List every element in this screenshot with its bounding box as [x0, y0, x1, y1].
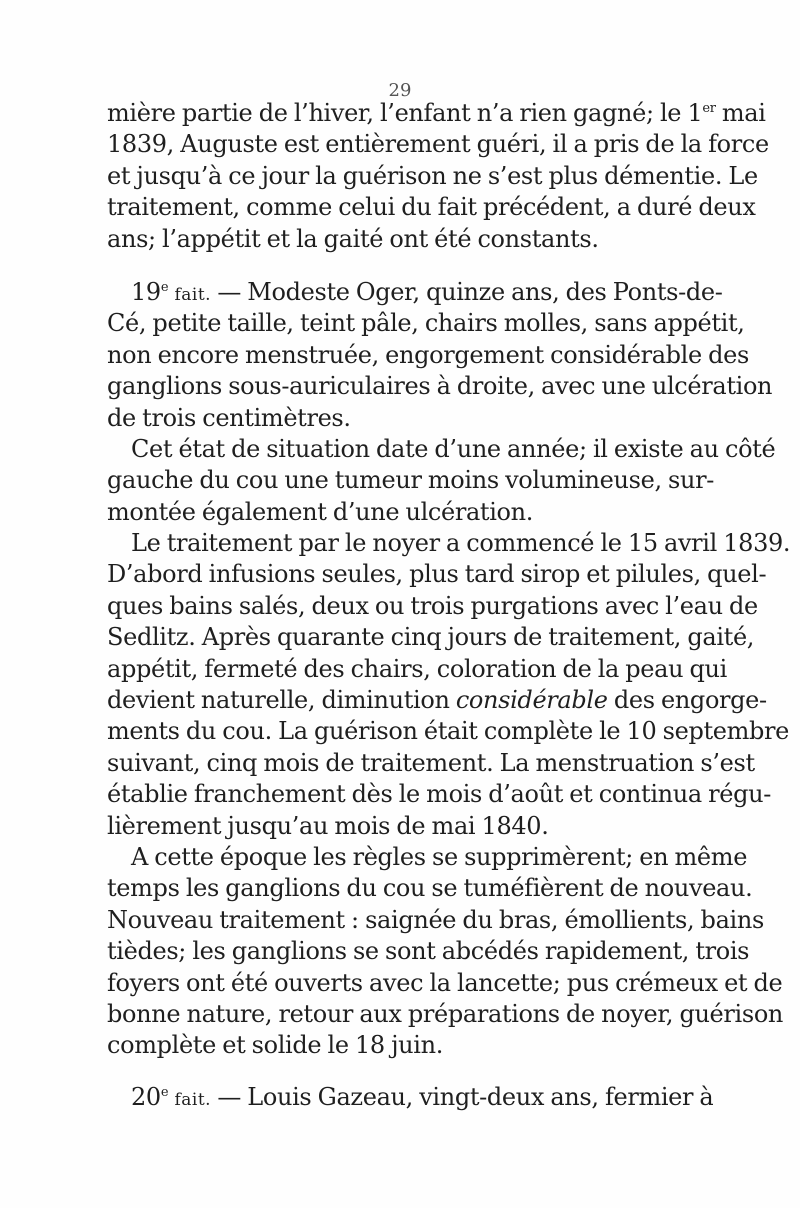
text-line: mière partie de l’hiver, l’enfant n’a rien gagné; le 1er mai — [107, 99, 766, 127]
text-line — [107, 1082, 714, 1113]
paragraph — [107, 434, 776, 528]
text-line: suivant, cinq mois de traitement. La menstruation s’est — [107, 748, 755, 777]
paragraph-continuation — [107, 98, 769, 255]
text-line: gauche du cou une tumeur moins volumineuse, sur- — [107, 466, 714, 495]
case-label: fait. — [174, 284, 212, 305]
text-line: et jusqu’à ce jour la guérison ne s’est plus démentie. Le — [107, 161, 758, 190]
text-line: bonne nature, retour aux préparations de noyer, guérison — [107, 999, 784, 1028]
case-number: 19 — [131, 277, 161, 306]
case-label: fait. — [174, 1089, 212, 1110]
text-line: non encore menstruée, engorgement considérable des — [107, 340, 749, 369]
text-line: foyers ont été ouverts avec la lancette; pus crémeux et de — [107, 968, 783, 997]
text-line: Cet état de situation date d’une année; il existe au côté — [131, 434, 776, 463]
line-text: des engorge- — [607, 686, 767, 715]
text-line: ques bains salés, deux ou trois purgations avec l’eau de — [107, 591, 758, 620]
text-line: établie franchement dès le mois d’août et continua régu- — [107, 780, 771, 809]
text-line: Nouveau traitement : saignée du bras, émollients, bains — [107, 905, 764, 934]
case-20-paragraph — [107, 1082, 714, 1113]
line-text: devient naturelle, diminution — [107, 686, 456, 715]
text-line: de trois centimètres. — [107, 403, 351, 432]
text-line: 1839, Auguste est entièrement guéri, il a pris de la force — [107, 130, 769, 159]
page-text — [107, 98, 791, 1113]
text-line: complète et solide le 18 juin. — [107, 1031, 443, 1060]
text-line — [107, 685, 767, 716]
text-line: lièrement jusqu’au mois de mai 1840. — [107, 811, 549, 840]
text-line: ganglions sous-auriculaires à droite, avec une ulcération — [107, 372, 773, 401]
line-text: — Louis Gazeau, vingt-deux ans, fermier à — [211, 1082, 714, 1111]
emphasis-text: considérable — [455, 686, 608, 715]
text-line: Le traitement par le noyer a commencé le 15 avril 1839. — [131, 529, 791, 558]
text-line: montée également d’une ulcération. — [107, 497, 534, 526]
case-19-paragraph — [107, 277, 773, 434]
case-number-suffix: e — [160, 279, 169, 295]
text-line: temps les ganglions du cou se tuméfièrent de nouveau. — [107, 874, 753, 903]
case-number-suffix: e — [160, 1084, 169, 1100]
text-line: Cé, petite taille, teint pâle, chairs molles, sans appétit, — [107, 309, 745, 338]
case-number: 20 — [131, 1082, 161, 1111]
text-line: ments du cou. La guérison était complète le 10 septembre — [107, 717, 790, 746]
text-line: ans; l’appétit et la gaité ont été constants. — [107, 224, 599, 253]
paragraph — [107, 842, 784, 1062]
text-line: A cette époque les règles se supprimèrent; en même — [131, 842, 748, 871]
text-line: Sedlitz. Après quarante cinq jours de traitement, gaité, — [107, 623, 755, 652]
line-text: — Modeste Oger, quinze ans, des Ponts-de- — [211, 277, 723, 306]
page-number: 29 — [388, 80, 412, 101]
text-line — [107, 277, 723, 308]
spacer — [107, 255, 697, 277]
text-line: D’abord infusions seules, plus tard sirop et pilules, quel- — [107, 560, 767, 589]
paragraph — [107, 528, 791, 842]
text-line: appétit, fermeté des chairs, coloration de la peau qui — [107, 654, 727, 683]
text-line: traitement, comme celui du fait précédent, a duré deux — [107, 193, 756, 222]
text-line: tièdes; les ganglions se sont abcédés rapidement, trois — [107, 937, 750, 966]
